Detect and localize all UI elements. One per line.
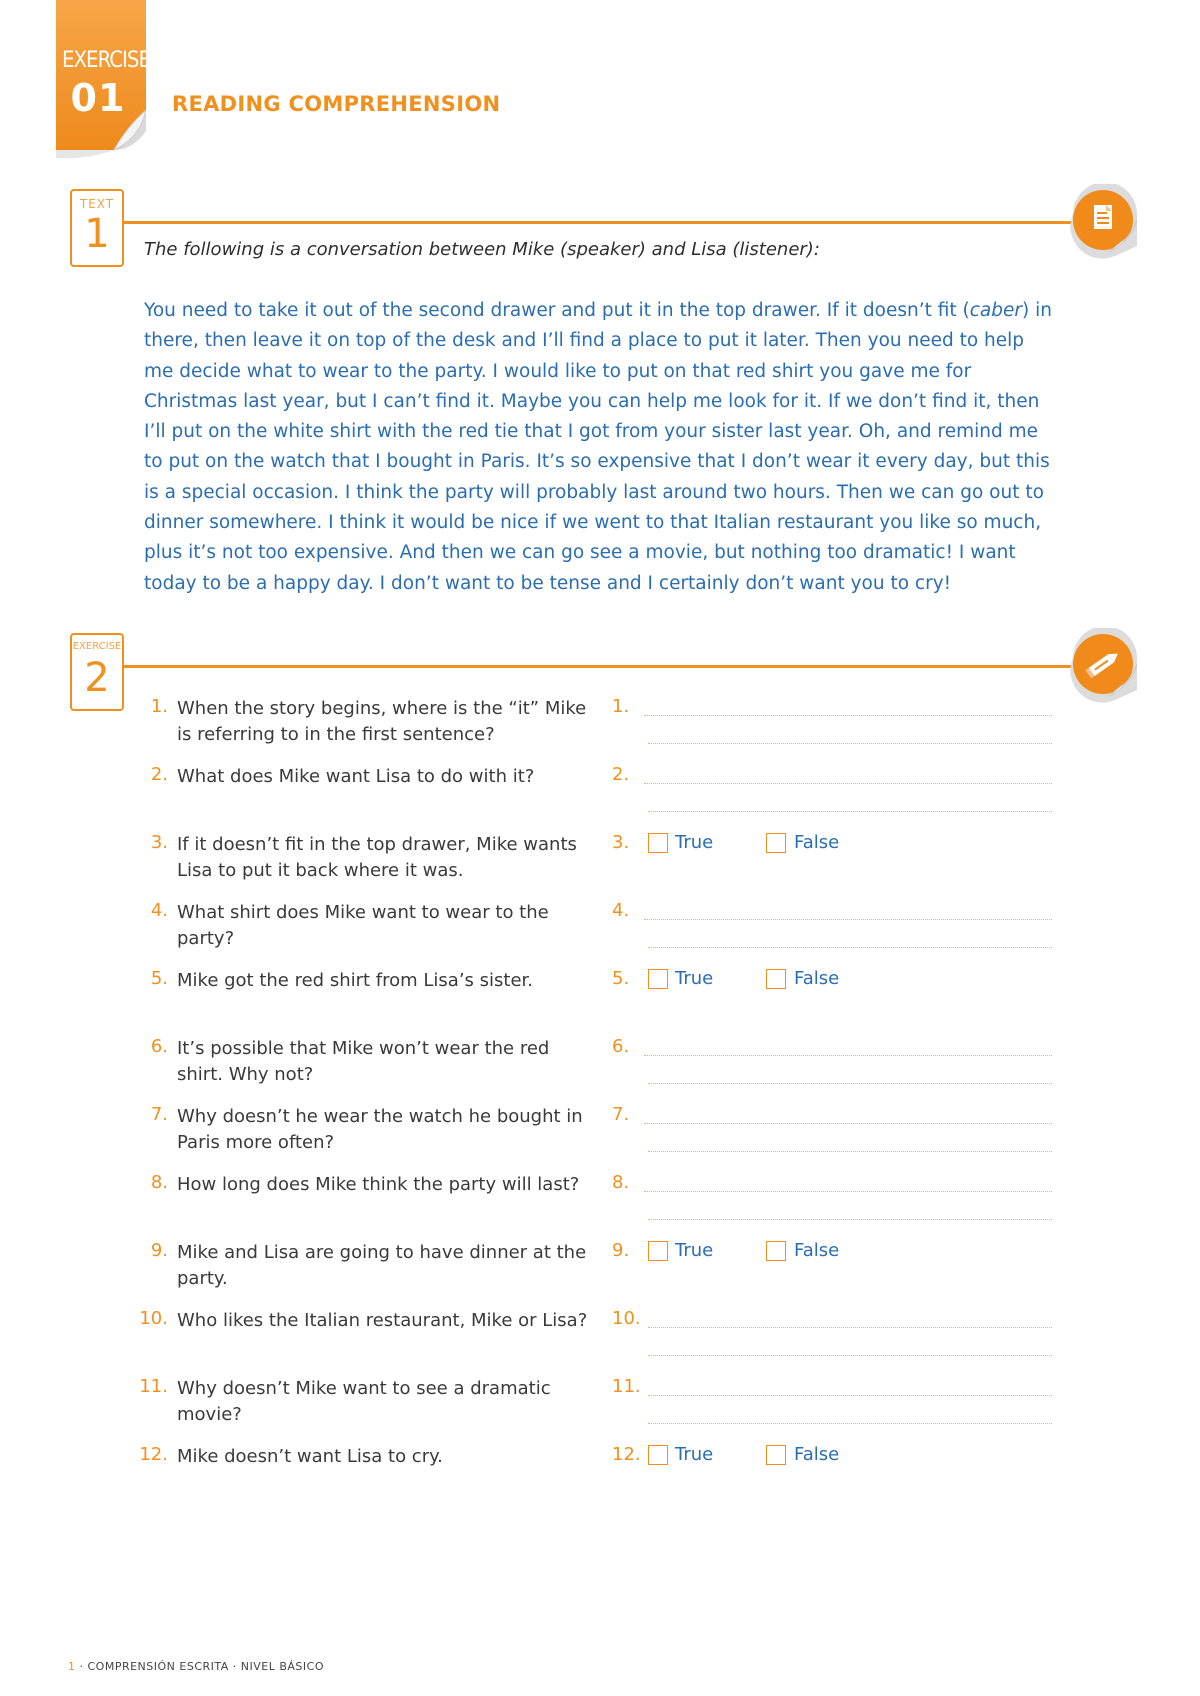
exercise-label: EXERCISE [62,48,150,73]
text-badge [70,189,124,267]
question-line-1: What does Mike want Lisa to do with it? [177,766,535,787]
question-line-1: Mike doesn’t want Lisa to cry. [177,1446,443,1467]
false-label: False [794,1444,840,1465]
answer-line[interactable] [644,715,1052,716]
question-line-2: Lisa to put it back where it was. [177,860,464,881]
question-line-1: It’s possible that Mike won’t wear the red [177,1038,550,1059]
true-checkbox[interactable] [648,1445,668,1465]
exercise-badge-label: EXERCISE [72,641,122,652]
question-number: 1. [150,696,168,717]
false-checkbox[interactable] [766,833,786,853]
question-number: 7. [150,1104,168,1125]
true-label: True [675,1240,714,1261]
exercise-badge [70,633,124,711]
document-icon [1065,184,1145,264]
answer-number: 3. [612,832,630,853]
false-checkbox[interactable] [766,969,786,989]
question-text [177,1376,597,1428]
answer-number: 12. [612,1444,641,1465]
answer-line[interactable] [648,1423,1052,1424]
answer-number: 8. [612,1172,630,1193]
answer-line[interactable] [648,947,1052,948]
answer-number: 11. [612,1376,641,1397]
false-label: False [794,968,840,989]
exercise-badge-number: 2 [84,655,110,701]
text-divider [122,221,1072,224]
answer-line[interactable] [648,1395,1052,1396]
answer-number: 5. [612,968,630,989]
question-line-2: Paris more often? [177,1132,335,1153]
answer-line[interactable] [648,1219,1052,1220]
question-line-1: How long does Mike think the party will last? [177,1174,580,1195]
question-number: 8. [150,1172,168,1193]
answer-number: 6. [612,1036,630,1057]
footer-text: · COMPRENSIÓN ESCRITA · NIVEL BÁSICO [79,1660,324,1673]
question-line-2: movie? [177,1404,242,1425]
answer-line[interactable] [644,783,1052,784]
question-text [177,1172,597,1198]
question-text [177,696,597,748]
question-text [177,832,597,884]
question-line-1: Who likes the Italian restaurant, Mike or Lisa? [177,1310,588,1331]
question-number: 10. [139,1308,168,1329]
answer-number: 2. [612,764,630,785]
false-checkbox[interactable] [766,1445,786,1465]
question-number: 3. [150,832,168,853]
question-line-2: shirt. Why not? [177,1064,314,1085]
question-text [177,1104,597,1156]
answer-line[interactable] [648,1355,1052,1356]
question-line-1: Mike got the red shirt from Lisa’s sister. [177,970,534,991]
reading-passage [144,296,1059,599]
true-label: True [675,1444,714,1465]
answer-line[interactable] [648,1327,1052,1328]
false-label: False [794,1240,840,1261]
question-line-2: party. [177,1268,228,1289]
answer-line[interactable] [648,1083,1052,1084]
question-line-1: Why doesn’t Mike want to see a dramatic [177,1378,551,1399]
pencil-icon [1065,628,1145,708]
answer-line[interactable] [648,1151,1052,1152]
question-line-1: Mike and Lisa are going to have dinner at the [177,1242,587,1263]
question-number: 11. [139,1376,168,1397]
exercise-divider [122,665,1072,668]
true-checkbox[interactable] [648,969,668,989]
answer-line[interactable] [644,1191,1052,1192]
question-text [177,1444,597,1470]
passage-italic-word: caber [969,300,1023,321]
answer-number: 1. [612,696,630,717]
question-text [177,1240,597,1292]
question-number: 9. [150,1240,168,1261]
question-text [177,1036,597,1088]
true-checkbox[interactable] [648,833,668,853]
false-label: False [794,832,840,853]
answer-line[interactable] [644,1123,1052,1124]
question-line-1: When the story begins, where is the “it” Mike [177,698,587,719]
answer-number: 10. [612,1308,641,1329]
passage-part-1: You need to take it out of the second drawer and put it in the top drawer. If it doesn’t fit ( [144,300,970,321]
answer-line[interactable] [648,811,1052,812]
question-line-1: What shirt does Mike want to wear to the [177,902,549,923]
question-number: 5. [150,968,168,989]
question-number: 2. [150,764,168,785]
answer-number: 4. [612,900,630,921]
question-number: 12. [139,1444,168,1465]
exercise-number: 01 [70,76,126,120]
page-number: 1 [68,1660,76,1673]
question-text [177,1308,597,1334]
page-footer [68,1660,324,1673]
answer-line[interactable] [644,1055,1052,1056]
true-checkbox[interactable] [648,1241,668,1261]
answer-number: 7. [612,1104,630,1125]
section-title: READING COMPREHENSION [172,92,501,116]
question-line-1: Why doesn’t he wear the watch he bought in [177,1106,583,1127]
question-text [177,764,597,790]
text-badge-label: TEXT [79,197,115,211]
question-line-2: party? [177,928,235,949]
true-label: True [675,968,714,989]
question-text [177,968,597,994]
false-checkbox[interactable] [766,1241,786,1261]
question-line-1: If it doesn’t fit in the top drawer, Mike wants [177,834,577,855]
conversation-intro: The following is a conversation between Mike (speaker) and Lisa (listener): [144,239,820,260]
answer-line[interactable] [648,743,1052,744]
true-label: True [675,832,714,853]
question-number: 6. [150,1036,168,1057]
question-number: 4. [150,900,168,921]
question-text [177,900,597,952]
answer-number: 9. [612,1240,630,1261]
question-line-2: is referring to in the first sentence? [177,724,495,745]
answer-line[interactable] [644,919,1052,920]
text-badge-number: 1 [84,211,110,257]
passage-part-2: ) in there, then leave it on top of the desk and I’ll find a place to put it later. Then you need to help me decide what to wear to the party. I would like to put on that red shirt you gave me for Christmas last year, but I can’t find it. Maybe you can help me look for it. If we don’t find it, then I’ll put on the white shirt with the red tie that I got from your sister last year. Oh, and remind me to put on the watch that I bought in Paris. It’s so expensive that I don’t wear it every day, but this is a special occasion. I think the party will probably last around two hours. Then we can go out to dinner somewhere. I think it would be nice if we went to that Italian restaurant you like so much, plus it’s not too expensive. And then we can go see a movie, but nothing too dramatic! I want today to be a happy day. I don’t want to be tense and I certainly don’t want you to cry! [144,300,1052,594]
